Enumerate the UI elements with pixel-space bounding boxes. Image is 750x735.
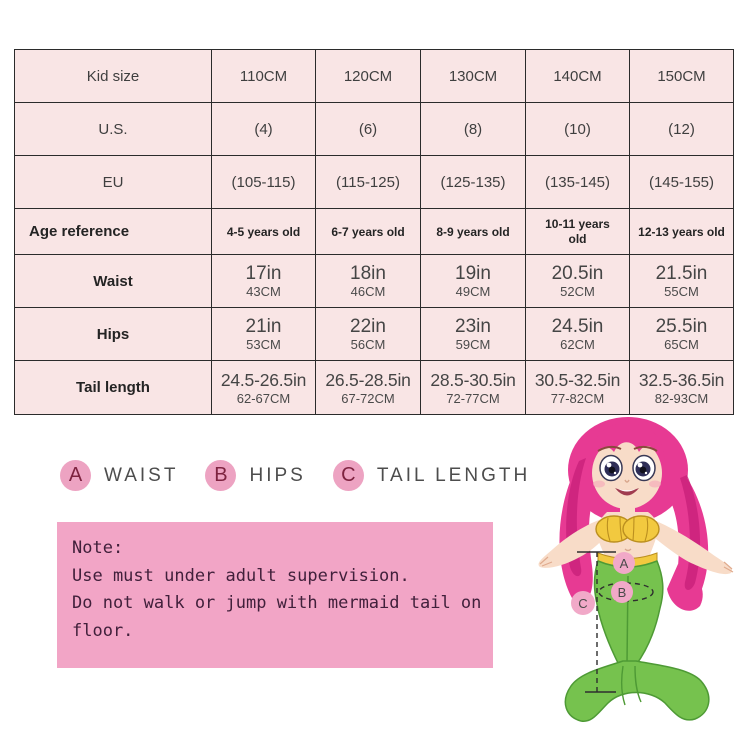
size-cell: (125-135) (421, 156, 526, 209)
measurement-legend (60, 460, 530, 491)
size-cell: (115-125) (316, 156, 421, 209)
cm-value: 56CM (350, 337, 386, 352)
row-label: Hips (15, 308, 212, 361)
cm-value: 59CM (455, 337, 491, 352)
measure-cell (421, 308, 526, 361)
cm-value: 55CM (664, 284, 699, 299)
cm-value: 65CM (664, 337, 699, 352)
size-cell: 150CM (630, 50, 734, 103)
cm-value: 62-67CM (236, 390, 291, 406)
inches-value: 25.5in (655, 316, 708, 337)
size-cell: 130CM (421, 50, 526, 103)
row-label: Tail length (15, 361, 212, 415)
cm-value: 62CM (560, 337, 595, 352)
cm-value: 46CM (350, 284, 386, 299)
measure-cell (421, 255, 526, 308)
measure-cell (526, 361, 630, 415)
row-label: Kid size (15, 50, 212, 103)
size-cell: 120CM (316, 50, 421, 103)
size-cell: (135-145) (526, 156, 630, 209)
measure-cell (212, 308, 316, 361)
safety-note-box (57, 522, 493, 668)
inches-value: 26.5-28.5in (325, 369, 411, 390)
measure-cell (212, 255, 316, 308)
measure-cell (630, 255, 734, 308)
row-label: EU (15, 156, 212, 209)
legend-label: TAIL LENGTH (376, 464, 531, 486)
cm-value: 53CM (246, 337, 281, 352)
cm-value: 52CM (560, 284, 595, 299)
inches-value: 32.5-36.5in (638, 369, 725, 390)
size-cell: (10) (526, 103, 630, 156)
measure-cell (316, 255, 421, 308)
inches-value: 20.5in (551, 263, 604, 284)
measure-cell (526, 255, 630, 308)
measure-cell (316, 308, 421, 361)
hips-marker-icon: B (205, 460, 236, 491)
mermaid-illustration (528, 416, 750, 734)
inches-value: 21in (245, 316, 282, 337)
table-row-hips (15, 308, 734, 361)
table-row-kid-size (15, 50, 734, 103)
size-cell: (8) (421, 103, 526, 156)
measure-cell (421, 361, 526, 415)
waist-point-label: A (619, 556, 629, 571)
measure-cell (630, 308, 734, 361)
measure-cell (630, 361, 734, 415)
inches-value: 19in (455, 263, 491, 284)
table-row-waist (15, 255, 734, 308)
size-cell: (105-115) (212, 156, 316, 209)
size-cell: (145-155) (630, 156, 734, 209)
legend-item-waist (60, 460, 178, 491)
age-cell: 8-9 years old (421, 209, 526, 255)
size-cell: (12) (630, 103, 734, 156)
size-cell: (6) (316, 103, 421, 156)
measure-cell (212, 361, 316, 415)
legend-item-tail-length (333, 460, 530, 491)
age-cell: 6-7 years old (316, 209, 421, 255)
size-cell: 140CM (526, 50, 630, 103)
legend-label: HIPS (249, 464, 306, 486)
note-text-line: floor. (72, 620, 134, 641)
measure-cell (316, 361, 421, 415)
inches-value: 24.5in (551, 316, 604, 337)
measure-cell (526, 308, 630, 361)
cm-value: 49CM (455, 284, 491, 299)
hips-point-label: B (617, 585, 627, 600)
row-label: Waist (15, 255, 212, 308)
inches-value: 28.5-30.5in (430, 369, 516, 390)
inches-value: 18in (350, 263, 386, 284)
inches-value: 24.5-26.5in (220, 369, 307, 390)
cm-value: 43CM (246, 284, 281, 299)
age-cell: 12-13 years old (630, 209, 734, 255)
table-row-age (15, 209, 734, 255)
inches-value: 30.5-32.5in (534, 369, 621, 390)
legend-label: WAIST (104, 464, 179, 486)
age-cell: 4-5 years old (212, 209, 316, 255)
table-row-tail-length (15, 361, 734, 415)
tail-length-point-label: C (578, 596, 588, 611)
inches-value: 23in (455, 316, 491, 337)
cm-value: 72-77CM (446, 390, 500, 406)
cm-value: 77-82CM (550, 390, 605, 406)
cm-value: 82-93CM (654, 390, 709, 406)
size-cell: (4) (212, 103, 316, 156)
row-label: U.S. (15, 103, 212, 156)
row-label: Age reference (15, 209, 212, 255)
note-text-line: Do not walk or jump with mermaid tail on (72, 593, 482, 613)
mermaid-measurement-diagram (528, 416, 750, 734)
age-cell: 10-11 years old (526, 209, 630, 255)
legend-item-hips (205, 460, 305, 491)
cm-value: 67-72CM (341, 390, 395, 406)
waist-marker-icon: A (60, 460, 91, 491)
inches-value: 21.5in (655, 263, 708, 284)
note-title: Note: (72, 538, 124, 558)
size-chart-table (14, 49, 734, 415)
table-row-us (15, 103, 734, 156)
table-row-eu (15, 156, 734, 209)
tail-length-marker-icon: C (333, 460, 364, 491)
size-cell: 110CM (212, 50, 316, 103)
note-text-line: Use must under adult supervision. (72, 565, 410, 586)
inches-value: 22in (350, 316, 386, 337)
inches-value: 17in (245, 263, 282, 284)
